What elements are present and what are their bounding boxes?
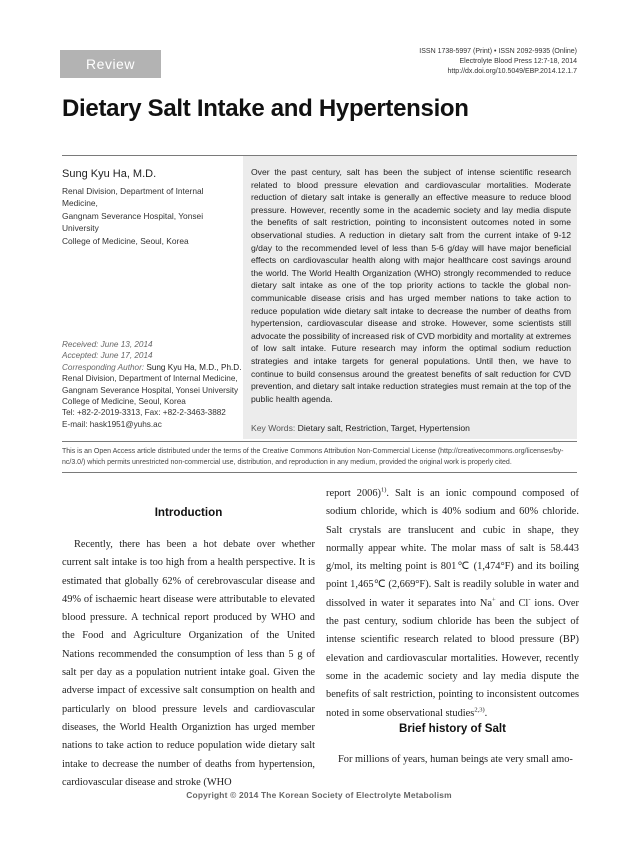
license-divider xyxy=(62,472,577,473)
introduction-heading: Introduction xyxy=(154,506,223,519)
author-name: Sung Kyu Ha, M.D. xyxy=(62,168,157,180)
issn-line: ISSN 1738-5997 (Print) • ISSN 2092-9935 (Online) xyxy=(419,48,577,55)
license-notice: This is an Open Access article distributed under the terms of the Creative Commons Attribution Non-Commercial License (http://creativecommons.org/licenses/by-nc/3.0/) which permits unrestricted non-commercial use, distribution, and reproduction in any medium, provided the original work is properly cited. xyxy=(62,448,564,466)
affiliation-line: College of Medicine, Seoul, Korea xyxy=(62,235,189,246)
text-run: and Cl xyxy=(495,597,529,609)
corresponding-author-name: Sung Kyu Ha, M.D., Ph.D. xyxy=(146,362,242,372)
text-run: report 2006) xyxy=(326,488,381,499)
keywords xyxy=(251,423,571,433)
history-paragraph: For millions of years, human beings ate very small amo- xyxy=(338,754,573,765)
copyright-footer: Copyright © 2014 The Korean Society of Electrolyte Metabolism xyxy=(186,790,452,800)
author-block xyxy=(62,168,240,248)
keywords-list: Dietary salt, Restriction, Target, Hypertension xyxy=(297,423,470,433)
contact-phone: Tel: +82-2-2019-3313, Fax: +82-2-3463-3882 xyxy=(62,408,226,418)
abstract-text: Over the past century, salt has been the subject of intense scientific research related to blood pressure elevation and cardiovascular mortalities. Moderate reduction of dietary salt intake is generally an effective measure to reduce blood pressure. However, recently some in the academic society and lay media dispute the benefits of salt restriction, pointing to inconsistent outcomes noted in some observational studies. A reduction in dietary salt from the current intake of 9-12 g/day to the recommended level of less than 5-6 g/day will have major beneficial effects on cardiovascular health along with major healthcare cost savings around the world. The World Health Organization (WHO) strongly recommended to reduce dietary salt intake as one of the top priority actions to tackle the global non-communicable disease crisis and has urged member nations to take action to reduce population wide dietary salt intake to decrease the number of deaths from hypertension, cardiovascular disease and stroke. However, some scientists still advocate the possibility of increased risk of CVD morbidity and mortality at extremes of low salt intake. Future research may inform the optimal sodium reduction strategies and intake targets for general populations. Until then, we have to continue to build consensus around the greatest benefits of salt reduction for CVD prevention, and dietary salt intake reduction strategies must remain at the top of the public health agenda. xyxy=(251,167,572,404)
text-run: ions. Over the past century, sodium chloride has been the subject of intense scientific research related to blood pressure (BP) elevation and cardiovascular mortalities. However, recently some in the academic society and lay media dispute the benefits of salt restriction, pointing to inconsistent outcomes noted in some observational studies xyxy=(326,597,579,719)
body-paragraph xyxy=(326,485,579,723)
history-heading: Brief history of Salt xyxy=(399,722,506,735)
keywords-label: Key Words: xyxy=(251,423,296,433)
contact-email[interactable]: E-mail: hask1951@yuhs.ac xyxy=(62,419,162,429)
article-type-badge: Review xyxy=(60,50,161,78)
doi-link[interactable]: http://dx.doi.org/10.5049/EBP.2014.12.1.7 xyxy=(447,68,577,75)
journal-info xyxy=(419,47,577,77)
introduction-paragraph: Recently, there has been a hot debate over whether current salt intake is too high from a health perspective. It is estimated that globally 62% of cerebrovascular disease and 49% of ischaemic heart disease were attributable to elevated blood pressure. A technical report produced by WHO and the Food and Agriculture Organization of the United Nations recommended the consumption of less than 5 g of salt per day as a population nutrient intake goal. Given the adverse impact of excessive salt consumption on health and particularly on blood pressure levels and cardiovascular diseases, the World Health Organiztion has urged member nations to take action to reduce population wide dietary salt intake to decrease the number of deaths from hypertension, cardiovascular disease and stroke (WHO xyxy=(62,539,315,788)
affiliation-line: Gangnam Severance Hospital, Yonsei University xyxy=(62,210,204,234)
text-run: . xyxy=(484,707,488,719)
article-title: Dietary Salt Intake and Hypertension xyxy=(62,95,469,122)
citation-line: Electrolyte Blood Press 12:7-18, 2014 xyxy=(459,58,577,65)
ion-charge: - xyxy=(528,596,531,604)
corr-affiliation: Renal Division, Department of Internal Medicine, xyxy=(62,374,238,384)
corr-affiliation: Gangnam Severance Hospital, Yonsei University xyxy=(62,385,239,395)
corr-affiliation: College of Medicine, Seoul, Korea xyxy=(62,397,186,407)
accepted-date: Accepted: June 17, 2014 xyxy=(62,351,153,361)
corresponding-label: Corresponding Author: xyxy=(62,362,145,372)
citation-superscript: 1) xyxy=(381,486,387,494)
correspondence-block xyxy=(62,339,242,430)
ion-charge: + xyxy=(492,596,496,604)
affiliation-line: Renal Division, Department of Internal Medicine, xyxy=(62,185,204,209)
abstract-divider xyxy=(62,441,577,442)
text-run: . Salt is an ionic compound composed of sodium chloride, which is 40% sodium and 60% chloride. Salt crystals are translucent and cubic in shape, they normally appear white. The molar mass of salt is 58.443 g/mol, its melting point is 801℃ (1,474°F) and its boiling point 1,465℃ (2,669°F). Salt is readily soluble in water and dissolved in water it separates into Na xyxy=(326,488,579,609)
citation-superscript: 2,3) xyxy=(474,706,485,714)
received-date: Received: June 13, 2014 xyxy=(62,340,153,349)
